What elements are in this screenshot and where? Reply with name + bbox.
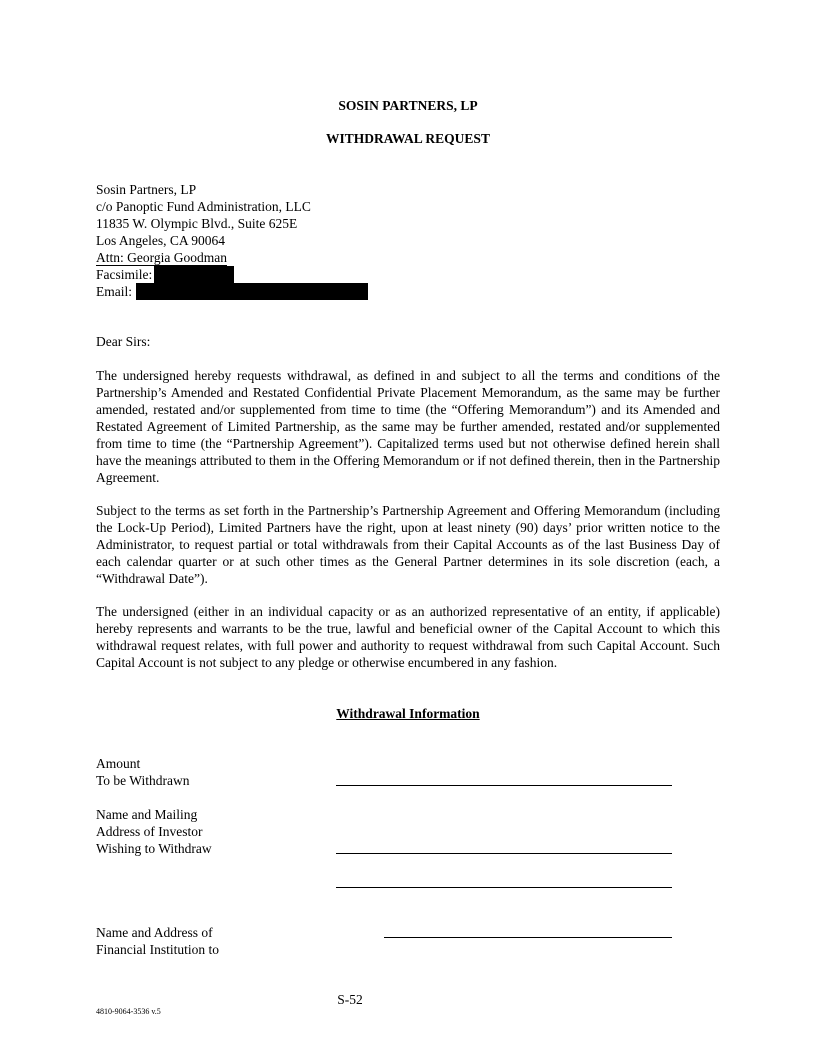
attn-text: Attn: Georgia Goodman [96,250,227,265]
investor-label-line3: Wishing to Withdraw [96,841,212,856]
address-line: 11835 W. Olympic Blvd., Suite 625E [96,216,298,231]
email-label: Email: [96,284,132,299]
investor-label-line2: Address of Investor [96,824,203,839]
facsimile-row [96,266,496,283]
address-attn [96,249,496,266]
salutation: Dear Sirs: [96,334,151,349]
email-row [96,283,496,300]
amount-input-line[interactable] [336,785,672,786]
amount-label-line1: Amount [96,756,141,771]
investor-input-line-1[interactable] [336,853,672,854]
document-id: 4810-9064-3536 v.5 [96,1007,161,1016]
address-block [96,181,496,300]
paragraph-2: Subject to the terms as set forth in the Partnership’s Partnership Agreement and Offering Memorandum (including the Lock-Up Period), Limited Partners have the right, upon at least ninety (90) days’ prior written notice to the Administrator, to request partial or total withdrawals from their Capital Accounts as of the last Business Day of each calendar quarter or at such other times as the General Partner determines in its sole discretion (each, a “Withdrawal Date”). [96,503,720,586]
institution-label-line2: Financial Institution to [96,942,219,957]
document-subtitle: WITHDRAWAL REQUEST [326,131,490,146]
page-number: S-52 [337,992,363,1007]
facsimile-label: Facsimile: [96,267,153,282]
institution-input-line[interactable] [384,937,672,938]
institution-label-line1: Name and Address of [96,925,213,940]
redaction-facsimile [154,266,234,283]
paragraph-3: The undersigned (either in an individual capacity or as an authorized representative of an entity, if applicable) hereby represents and warrants to be the true, lawful and beneficial owner of the Capital Account to which this withdrawal request relates, with full power and authority to request withdrawal from such Capital Account. Such Capital Account is not subject to any pledge or otherwise encumbered in any fashion. [96,604,720,670]
redaction-email [136,283,368,300]
section-heading-text: Withdrawal Information [336,706,480,721]
amount-label [96,755,336,789]
section-heading [0,705,816,722]
investor-input-line-2[interactable] [336,887,672,888]
institution-label [96,924,336,958]
investor-label-line1: Name and Mailing [96,807,198,822]
address-line: Sosin Partners, LP [96,182,197,197]
address-line: c/o Panoptic Fund Administration, LLC [96,199,311,214]
paragraph-1: The undersigned hereby requests withdrawal, as defined in and subject to all the terms and conditions of the Partnership’s Amended and Restated Confidential Private Placement Memorandum, as the same may be further amended, restated and/or supplemented from time to time (the “Offering Memorandum”) and its Amended and Restated Agreement of Limited Partnership, as the same may be further amended, restated and/or supplemented from time to time (the “Partnership Agreement”). Capitalized terms used but not otherwise defined herein shall have the meanings attributed to them in the Offering Memorandum or if not defined therein, then in the Partnership Agreement. [96,368,720,485]
document-title: SOSIN PARTNERS, LP [338,98,478,113]
address-line: Los Angeles, CA 90064 [96,233,226,248]
investor-label [96,806,336,857]
amount-label-line2: To be Withdrawn [96,773,190,788]
